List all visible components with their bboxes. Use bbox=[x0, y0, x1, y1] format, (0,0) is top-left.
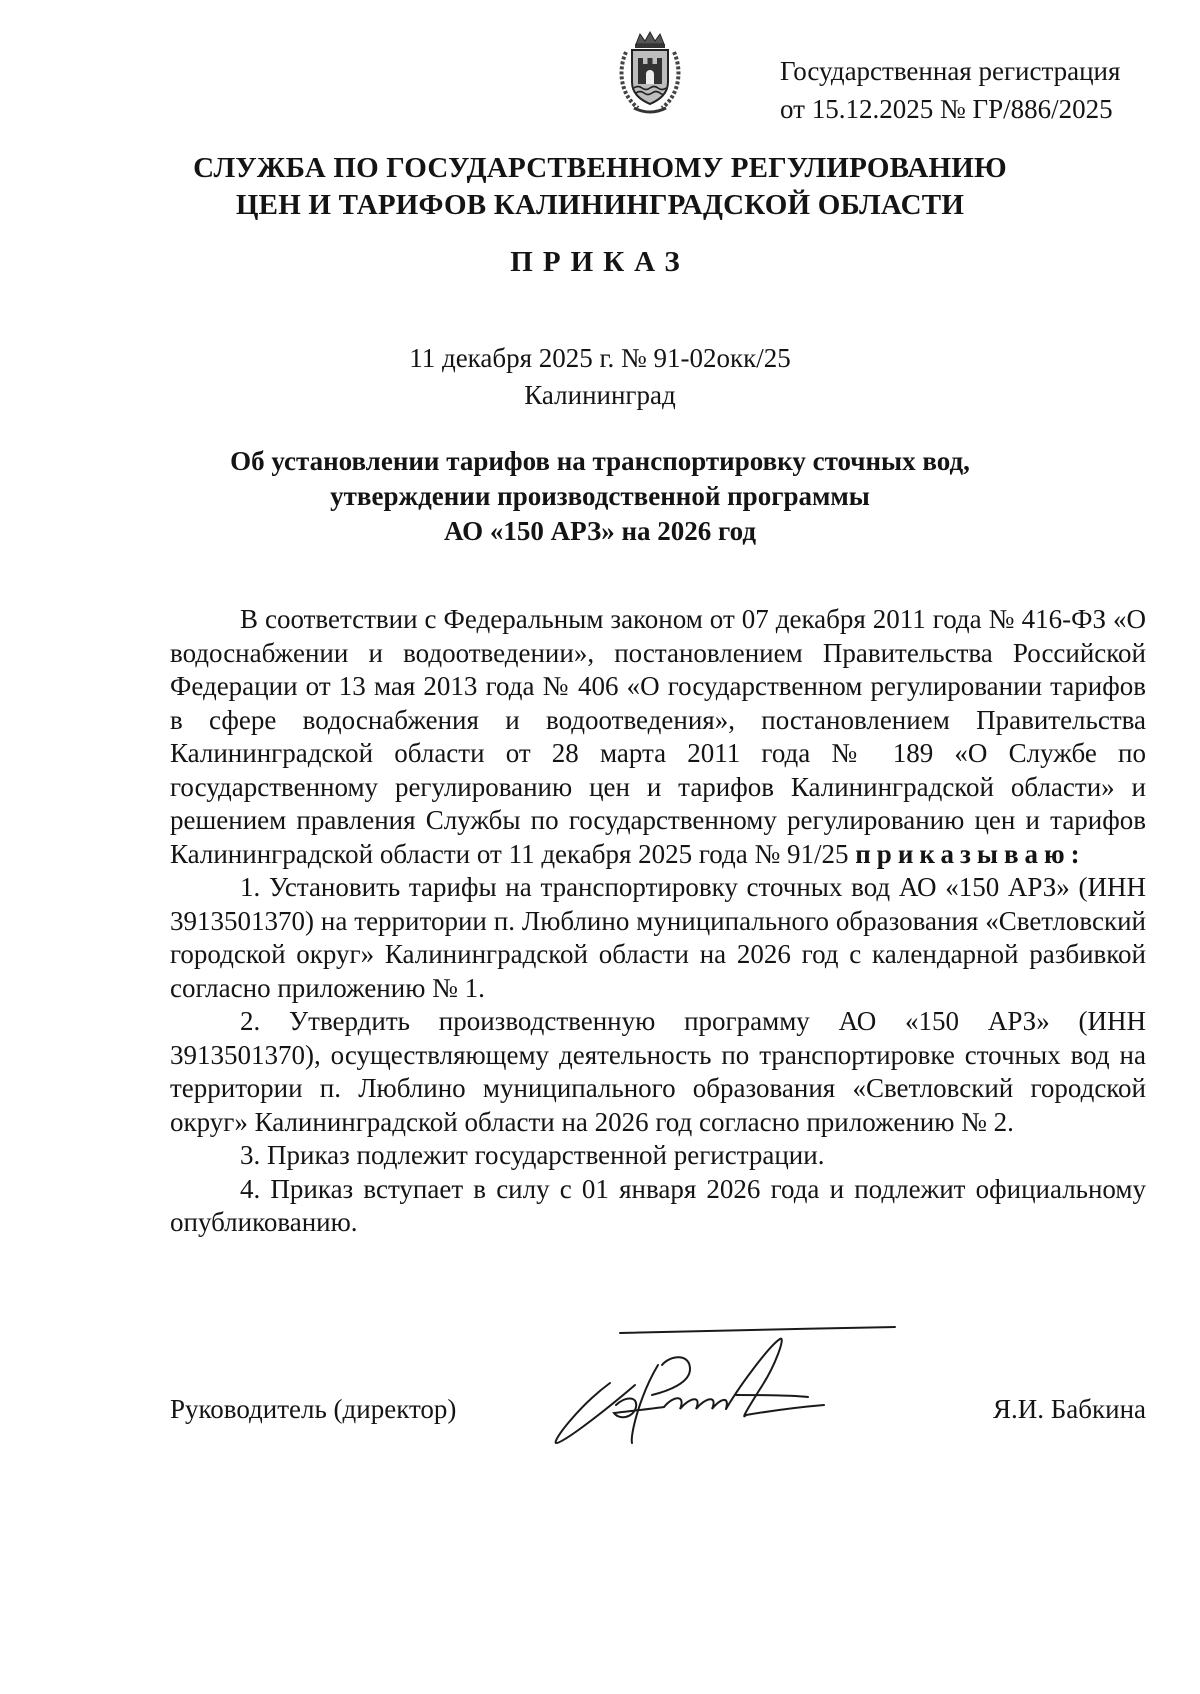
agency-line-2: ЦЕН И ТАРИФОВ КАЛИНИНГРАДСКОЙ ОБЛАСТИ bbox=[235, 189, 965, 221]
registration-stamp bbox=[780, 52, 1120, 128]
order-subject bbox=[0, 444, 1200, 549]
order-item-3: 3. Приказ подлежит государственной регистрации. bbox=[240, 1140, 825, 1170]
subject-line-3: АО «150 АРЗ» на 2026 год bbox=[443, 516, 756, 546]
order-title: ПРИКАЗ bbox=[510, 246, 690, 278]
order-item-4: 4. Приказ вступает в силу с 01 января 2026 года и подлежит официальному опубликованию. bbox=[170, 1173, 1146, 1237]
preamble-paragraph bbox=[170, 603, 1146, 871]
handwritten-signature bbox=[540, 1325, 900, 1455]
order-date-number: 11 декабря 2025 г. № 91-02окк/25 bbox=[409, 343, 791, 373]
preamble-verb: приказываю: bbox=[855, 838, 1086, 869]
subject-line-2: утверждении производственной программы bbox=[330, 481, 870, 511]
order-city: Калининград bbox=[524, 380, 676, 410]
agency-line-1: СЛУЖБА ПО ГОСУДАРСТВЕННОМУ РЕГУЛИРОВАНИЮ bbox=[193, 152, 1007, 184]
registration-line-1: Государственная регистрация bbox=[780, 56, 1121, 86]
order-dateline bbox=[0, 340, 1200, 414]
preamble-text: В соответствии с Федеральным законом от 07 декабря 2011 года № 416-ФЗ «О водоснабжении и водоотведении», постановлением Правительства Российской Федерации от 13 мая 2013 года № 406 «О государственном регулировании тарифов в сфере водоснабжения и водоотведения», постановлением Правительства Калининградской области от 28 марта 2011 года № 189 «О Службе по государственному регулированию цен и тарифов Калининградской области» и решением правления Службы по государственному регулированию цен и тарифов Калининградской области от 11 декабря 2025 года № 91/25 bbox=[170, 604, 1146, 869]
order-body bbox=[170, 603, 1146, 1240]
order-item-1: 1. Установить тарифы на транспортировку сточных вод АО «150 АРЗ» (ИНН 3913501370) на территории п. Люблино муниципального образования «Светловский городской округ» Калининградской области на 2026 год с календарной разбивкой согласно приложению № 1. bbox=[170, 872, 1146, 1003]
signer-name: Я.И. Бабкина bbox=[993, 1394, 1146, 1424]
subject-line-1: Об установлении тарифов на транспортировку сточных вод, bbox=[230, 446, 970, 476]
signer-position: Руководитель (директор) bbox=[170, 1394, 457, 1424]
order-item-2: 2. Утвердить производственную программу АО «150 АРЗ» (ИНН 3913501370), осуществляющему деятельность по транспортировке сточных вод на территории п. Люблино муниципального образования «Светловский городской округ» Калининградской области на 2026 год согласно приложению № 2. bbox=[170, 1006, 1146, 1137]
coat-of-arms-emblem-icon bbox=[616, 30, 684, 116]
registration-line-2: от 15.12.2025 № ГР/886/2025 bbox=[780, 94, 1113, 124]
agency-header bbox=[0, 150, 1200, 224]
